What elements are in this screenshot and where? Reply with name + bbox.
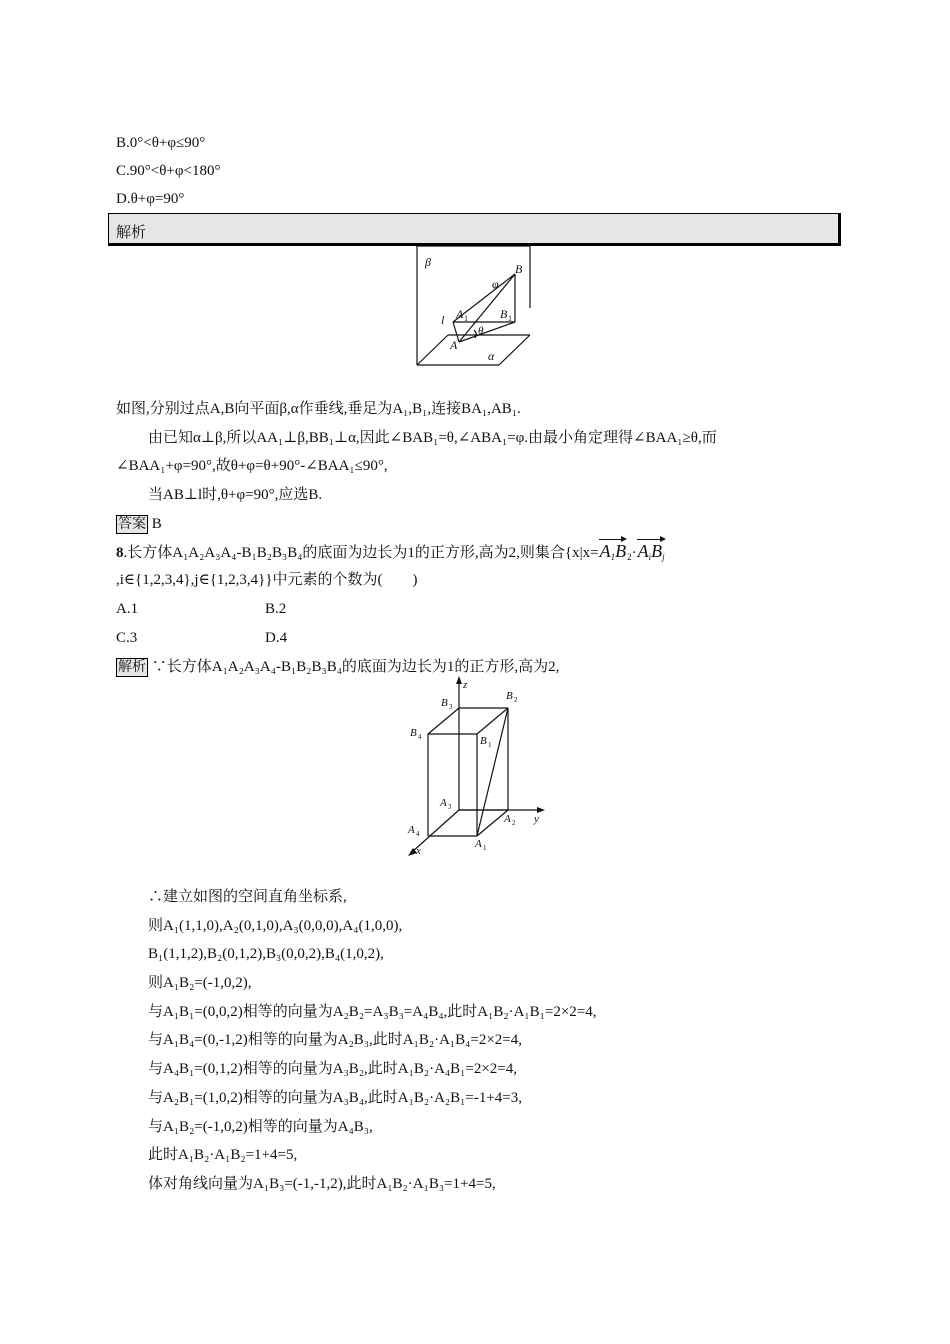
q8-option-b: B.2 bbox=[265, 601, 287, 617]
label-b3: B bbox=[441, 697, 448, 709]
label-a1-sub: 1 bbox=[464, 314, 468, 323]
solution-tag: 解析 bbox=[118, 659, 146, 675]
figure-planes bbox=[412, 246, 544, 370]
q8-option-d: D.4 bbox=[265, 630, 288, 646]
label-phi: φ bbox=[492, 277, 499, 291]
label-z: z bbox=[463, 679, 468, 691]
label-a: A bbox=[450, 338, 458, 352]
edge-b2-b1 bbox=[477, 708, 508, 734]
q8-solution-line-3: B₁(1,1,2),B₂(0,1,2),B₃(0,0,2),B₄(1,0,2), bbox=[148, 946, 384, 962]
solution-intro-text: ∵长方体A₁A₂A₃A₄-B₁B₂B₃B₄的底面为边长为1的正方形,高为2, bbox=[151, 659, 560, 675]
label-b4-sub: 4 bbox=[418, 733, 422, 741]
q8-option-a: A.1 bbox=[116, 601, 139, 617]
q8-solution-line-7: 与A₄B₁=(0,1,2)相等的向量为A₃B₂,此时A₁B₂·A₄B₁=2×2=4, bbox=[148, 1061, 518, 1077]
analysis-banner-label: 解析 bbox=[116, 223, 147, 241]
label-a4-sub: 4 bbox=[416, 830, 420, 838]
plane-alpha-left-edge bbox=[417, 335, 448, 365]
label-a1: A bbox=[475, 838, 482, 850]
option-d: D.θ+φ=90° bbox=[116, 191, 185, 207]
label-a3-sub: 3 bbox=[448, 803, 452, 811]
label-l: l bbox=[441, 313, 445, 327]
q8-solution-intro bbox=[116, 657, 559, 677]
z-axis-arrow bbox=[456, 676, 462, 684]
q8-solution-line-6: 与A₁B₄=(0,-1,2)相等的向量为A₂B₃,此时A₁B₂·A₁B₄=2×2=4, bbox=[148, 1032, 523, 1048]
label-a1: A bbox=[456, 307, 464, 321]
q7-solution-line-1: 如图,分别过点A,B向平面β,α作垂线,垂足为A₁,B₁,连接BA₁,AB₁. bbox=[116, 401, 521, 417]
q7-solution-line-2: 由已知α⊥β,所以AA₁⊥β,BB₁⊥α,因此∠BAB₁=θ,∠ABA₁=φ.由最小角定理得∠BAA₁≥θ,而 bbox=[148, 430, 717, 446]
edge-b3-b4 bbox=[428, 708, 459, 734]
label-b4: B bbox=[410, 727, 417, 739]
label-y: y bbox=[534, 813, 539, 825]
label-a3: A bbox=[440, 797, 447, 809]
plane-alpha-right-edge bbox=[499, 335, 530, 365]
vector-aibj: $A_iB_j$ bbox=[637, 541, 665, 562]
answer-tag: 答案 bbox=[118, 516, 146, 532]
q8-solution-line-5: 与A₁B₁=(0,0,2)相等的向量为A₂B₂=A₃B₃=A₄B₄,此时A₁B₂·A₁B₁=2×2=4, bbox=[148, 1004, 597, 1020]
label-b1: B bbox=[500, 307, 508, 321]
q7-solution-line-3: ∠BAA₁+φ=90°,故θ+φ=θ+90°-∠BAA₁≤90°, bbox=[116, 458, 388, 474]
q8-solution-line-11: 体对角线向量为A₁B₃=(-1,-1,2),此时A₁B₂·A₁B₃=1+4=5, bbox=[148, 1176, 496, 1192]
label-b1: B bbox=[480, 735, 487, 747]
q7-answer bbox=[116, 514, 162, 534]
option-c: C.90°<θ+φ<180° bbox=[116, 163, 221, 179]
label-b1-sub: 1 bbox=[488, 741, 492, 749]
label-b3-sub: 3 bbox=[449, 703, 453, 711]
label-b: B bbox=[515, 262, 523, 276]
q8-number: 8 bbox=[116, 545, 124, 561]
analysis-banner bbox=[108, 213, 841, 246]
label-a4: A bbox=[408, 824, 415, 836]
q8-solution-line-10: 此时A₁B₂·A₁B₂=1+4=5, bbox=[148, 1147, 298, 1163]
q8-stem-a: .长方体A₁A₂A₃A₄-B₁B₂B₃B₄的底面为边长为1的正方形,高为2,则集合{x|x= bbox=[123, 545, 599, 561]
option-b: B.0°<θ+φ≤90° bbox=[116, 135, 206, 151]
label-b2-sub: 2 bbox=[514, 696, 518, 704]
q7-solution-line-4: 当AB⊥l时,θ+φ=90°,应选B. bbox=[148, 487, 323, 503]
label-a1-sub: 1 bbox=[483, 844, 487, 852]
q8-solution-line-1: ∴建立如图的空间直角坐标系, bbox=[148, 889, 347, 905]
vector-a1b2: $A_1B$ bbox=[599, 541, 627, 562]
q8-stem-line-2: ,i∈{1,2,3,4},j∈{1,2,3,4}}中元素的个数为( ) bbox=[116, 572, 418, 588]
label-x: x bbox=[416, 845, 421, 857]
label-b1-sub: 1 bbox=[508, 314, 512, 323]
answer-value: B bbox=[151, 516, 162, 532]
q8-solution-line-2: 则A₁(1,1,0),A₂(0,1,0),A₃(0,0,0),A₄(1,0,0), bbox=[148, 918, 403, 934]
label-b2: B bbox=[506, 690, 513, 702]
label-beta: β bbox=[425, 255, 431, 269]
q8-solution-line-9: 与A₁B₂=(-1,0,2)相等的向量为A₄B₃, bbox=[148, 1119, 373, 1135]
label-alpha: α bbox=[488, 349, 495, 363]
q8-solution-line-8: 与A₂B₁=(1,0,2)相等的向量为A₃B₄,此时A₁B₂·A₂B₁=-1+4=3, bbox=[148, 1090, 523, 1106]
figure-cuboid bbox=[400, 676, 550, 858]
label-a2-sub: 2 bbox=[512, 819, 516, 827]
q8-stem-line-1: 8.长方体A₁A₂A₃A₄-B₁B₂B₃B₄的底面为边长为1的正方形,高为2,则集合{$x|x=A_1B_2\cdot A_iB_j$ bbox=[116, 541, 665, 562]
q8-solution-line-4: 则A₁B₂=(-1,0,2), bbox=[148, 975, 252, 991]
label-theta: θ bbox=[478, 325, 484, 337]
label-a2: A bbox=[504, 813, 511, 825]
q8-option-c: C.3 bbox=[116, 630, 138, 646]
